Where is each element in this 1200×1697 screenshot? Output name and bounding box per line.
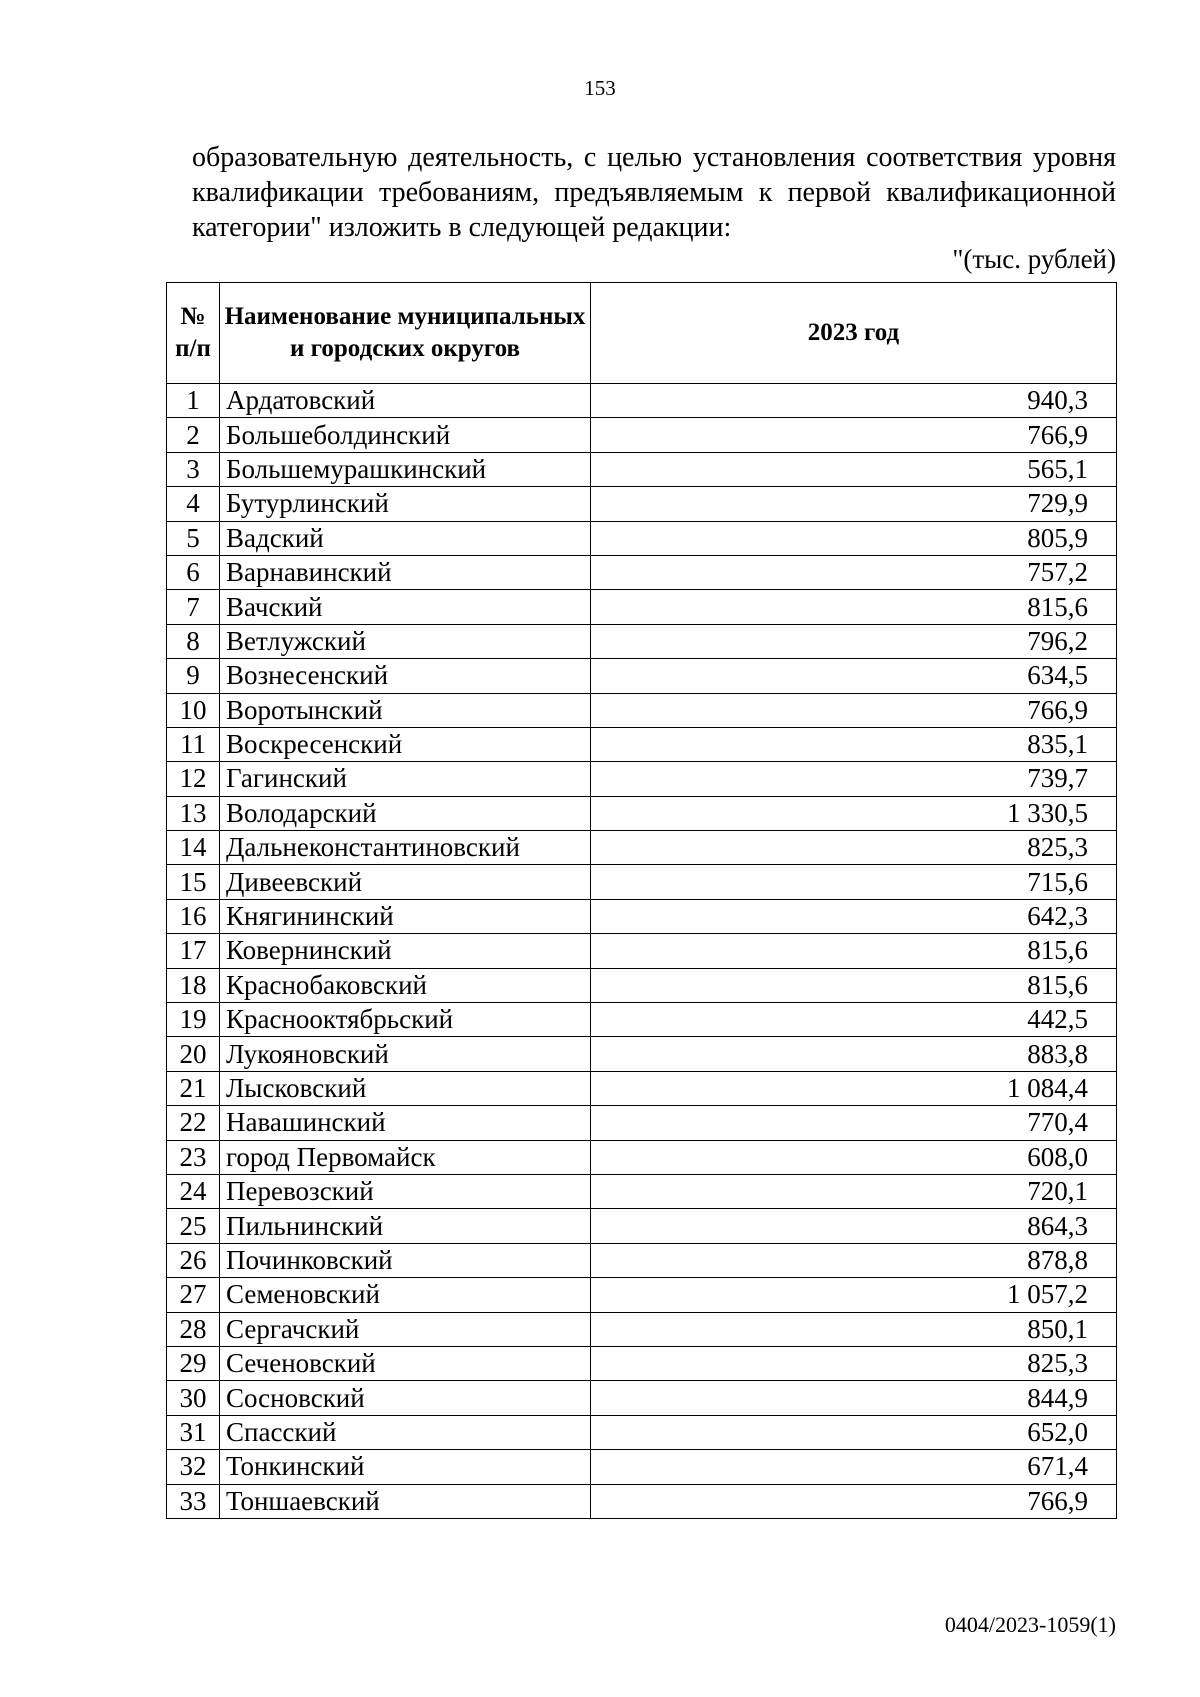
- row-district-name: Гагинский: [220, 762, 591, 796]
- row-district-name: Краснооктябрьский: [220, 1003, 591, 1037]
- row-number: 20: [167, 1037, 220, 1071]
- row-district-name: Варнавинский: [220, 555, 591, 589]
- row-number: 10: [167, 693, 220, 727]
- row-number: 17: [167, 934, 220, 968]
- table-row: [167, 1106, 1117, 1140]
- header-year: 2023 год: [591, 283, 1117, 384]
- row-number: 8: [167, 624, 220, 658]
- row-number: 25: [167, 1209, 220, 1243]
- row-district-name: Княгининский: [220, 899, 591, 933]
- row-district-name: Дивеевский: [220, 865, 591, 899]
- row-value: 739,7: [591, 762, 1117, 796]
- row-value: 766,9: [591, 418, 1117, 452]
- intro-line: квалификации требованиям, предъявляемым к первой квалификационной: [192, 177, 1116, 208]
- row-district-name: Большемурашкинский: [220, 452, 591, 486]
- row-district-name: Володарский: [220, 796, 591, 830]
- row-district-name: Бутурлинский: [220, 487, 591, 521]
- table-row: [167, 796, 1117, 830]
- row-district-name: Ардатовский: [220, 384, 591, 418]
- table-row: [167, 555, 1117, 589]
- table-row: [167, 1071, 1117, 1105]
- row-number: 23: [167, 1140, 220, 1174]
- row-value: 864,3: [591, 1209, 1117, 1243]
- row-value: 815,6: [591, 590, 1117, 624]
- row-district-name: Пильнинский: [220, 1209, 591, 1243]
- table-row: [167, 418, 1117, 452]
- row-district-name: Тонкинский: [220, 1450, 591, 1484]
- table-row: [167, 590, 1117, 624]
- row-district-name: Сосновский: [220, 1381, 591, 1415]
- row-value: 671,4: [591, 1450, 1117, 1484]
- row-number: 2: [167, 418, 220, 452]
- row-value: 805,9: [591, 521, 1117, 555]
- row-district-name: Починковский: [220, 1243, 591, 1277]
- row-number: 24: [167, 1174, 220, 1208]
- row-district-name: Вознесенский: [220, 659, 591, 693]
- row-district-name: Вачский: [220, 590, 591, 624]
- row-value: 850,1: [591, 1312, 1117, 1346]
- document-code: 0404/2023-1059(1): [944, 1612, 1116, 1637]
- row-value: 844,9: [591, 1381, 1117, 1415]
- row-district-name: Навашинский: [220, 1106, 591, 1140]
- row-district-name: Дальнеконстантиновский: [220, 831, 591, 865]
- row-value: 729,9: [591, 487, 1117, 521]
- table-row: [167, 1243, 1117, 1277]
- table-row: [167, 1381, 1117, 1415]
- row-number: 32: [167, 1450, 220, 1484]
- row-number: 14: [167, 831, 220, 865]
- row-value: 825,3: [591, 1346, 1117, 1380]
- row-value: 825,3: [591, 831, 1117, 865]
- row-number: 28: [167, 1312, 220, 1346]
- row-district-name: Тоншаевский: [220, 1484, 591, 1518]
- row-number: 21: [167, 1071, 220, 1105]
- row-district-name: Вадский: [220, 521, 591, 555]
- row-number: 30: [167, 1381, 220, 1415]
- row-value: 1 330,5: [591, 796, 1117, 830]
- table-row: [167, 487, 1117, 521]
- row-value: 815,6: [591, 968, 1117, 1002]
- row-district-name: Лукояновский: [220, 1037, 591, 1071]
- row-value: 815,6: [591, 934, 1117, 968]
- table-row: [167, 1278, 1117, 1312]
- intro-line: образовательную деятельность, с целью установления соответствия уровня: [192, 142, 1116, 173]
- table-row: [167, 1003, 1117, 1037]
- row-number: 6: [167, 555, 220, 589]
- table-row: [167, 1415, 1117, 1449]
- row-number: 9: [167, 659, 220, 693]
- intro-paragraph: [192, 140, 1116, 245]
- table-row: [167, 521, 1117, 555]
- row-value: 770,4: [591, 1106, 1117, 1140]
- row-district-name: Сеченовский: [220, 1346, 591, 1380]
- table-body: [167, 384, 1117, 1519]
- row-district-name: Сергачский: [220, 1312, 591, 1346]
- row-district-name: Ковернинский: [220, 934, 591, 968]
- header-name: Наименование муниципальных и городских округов: [220, 283, 591, 384]
- row-number: 26: [167, 1243, 220, 1277]
- row-district-name: Воскресенский: [220, 727, 591, 761]
- table-row: [167, 831, 1117, 865]
- row-district-name: Краснобаковский: [220, 968, 591, 1002]
- row-district-name: город Первомайск: [220, 1140, 591, 1174]
- table-row: [167, 1450, 1117, 1484]
- table-row: [167, 762, 1117, 796]
- row-number: 5: [167, 521, 220, 555]
- row-number: 11: [167, 727, 220, 761]
- units-label: "(тыс. рублей): [952, 244, 1116, 274]
- table-row: [167, 693, 1117, 727]
- row-value: 757,2: [591, 555, 1117, 589]
- row-value: 642,3: [591, 899, 1117, 933]
- row-value: 608,0: [591, 1140, 1117, 1174]
- row-number: 22: [167, 1106, 220, 1140]
- table-row: [167, 384, 1117, 418]
- table-row: [167, 1346, 1117, 1380]
- row-value: 652,0: [591, 1415, 1117, 1449]
- row-value: 883,8: [591, 1037, 1117, 1071]
- row-number: 3: [167, 452, 220, 486]
- row-value: 835,1: [591, 727, 1117, 761]
- row-number: 19: [167, 1003, 220, 1037]
- intro-line: категории" изложить в следующей редакции:: [192, 212, 732, 243]
- table-row: [167, 1484, 1117, 1518]
- row-number: 12: [167, 762, 220, 796]
- row-value: 766,9: [591, 1484, 1117, 1518]
- row-value: 796,2: [591, 624, 1117, 658]
- row-district-name: Семеновский: [220, 1278, 591, 1312]
- header-number: № п/п: [167, 283, 220, 384]
- row-value: 634,5: [591, 659, 1117, 693]
- table-row: [167, 1037, 1117, 1071]
- row-number: 31: [167, 1415, 220, 1449]
- row-number: 15: [167, 865, 220, 899]
- row-number: 16: [167, 899, 220, 933]
- row-value: 1 084,4: [591, 1071, 1117, 1105]
- table-row: [167, 727, 1117, 761]
- table-row: [167, 968, 1117, 1002]
- row-value: 565,1: [591, 452, 1117, 486]
- table-row: [167, 1140, 1117, 1174]
- table-row: [167, 899, 1117, 933]
- table-row: [167, 865, 1117, 899]
- row-number: 27: [167, 1278, 220, 1312]
- table-row: [167, 452, 1117, 486]
- row-district-name: Спасский: [220, 1415, 591, 1449]
- row-district-name: Лысковский: [220, 1071, 591, 1105]
- row-value: 878,8: [591, 1243, 1117, 1277]
- row-value: 720,1: [591, 1174, 1117, 1208]
- row-number: 18: [167, 968, 220, 1002]
- row-value: 940,3: [591, 384, 1117, 418]
- table-row: [167, 1312, 1117, 1346]
- row-value: 1 057,2: [591, 1278, 1117, 1312]
- row-district-name: Воротынский: [220, 693, 591, 727]
- table-row: [167, 1174, 1117, 1208]
- allocation-table: [166, 282, 1117, 1519]
- table-row: [167, 624, 1117, 658]
- row-district-name: Перевозский: [220, 1174, 591, 1208]
- row-number: 7: [167, 590, 220, 624]
- table-row: [167, 934, 1117, 968]
- row-district-name: Ветлужский: [220, 624, 591, 658]
- row-number: 33: [167, 1484, 220, 1518]
- row-number: 29: [167, 1346, 220, 1380]
- row-value: 442,5: [591, 1003, 1117, 1037]
- table-row: [167, 1209, 1117, 1243]
- row-number: 13: [167, 796, 220, 830]
- row-value: 715,6: [591, 865, 1117, 899]
- row-district-name: Большеболдинский: [220, 418, 591, 452]
- row-number: 4: [167, 487, 220, 521]
- page-number: 153: [584, 76, 616, 100]
- table-header-row: [167, 283, 1117, 384]
- table-row: [167, 659, 1117, 693]
- row-number: 1: [167, 384, 220, 418]
- row-value: 766,9: [591, 693, 1117, 727]
